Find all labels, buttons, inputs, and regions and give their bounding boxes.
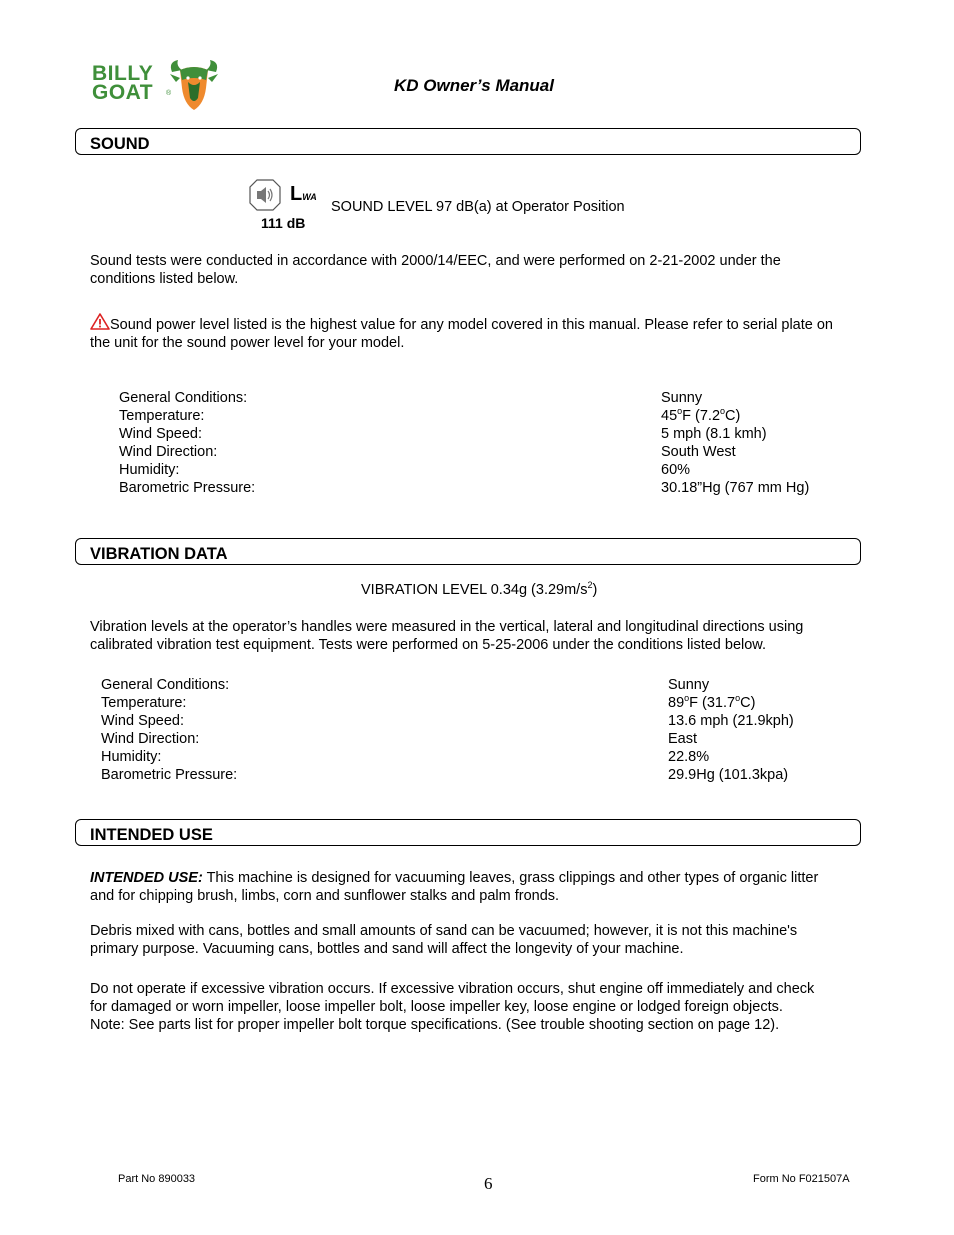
- sound-power-note-line-1: Sound power level listed is the highest value for any model covered in this manual. Please refer to serial plate on: [110, 317, 833, 333]
- lwa-subscript: WA: [302, 192, 317, 202]
- sound-condition-label: Barometric Pressure:: [119, 480, 256, 496]
- vibration-conditions-values: [668, 676, 794, 784]
- speaker-icon: [249, 179, 281, 211]
- vibration-condition-value: 29.9Hg (101.3kpa): [668, 767, 789, 783]
- sound-section-header: [75, 128, 861, 155]
- vibration-conditions-labels: [101, 676, 237, 784]
- sound-condition-value: 60%: [661, 462, 691, 478]
- logo-line-2: GOAT: [92, 81, 154, 104]
- vibration-warning-line-2: for damaged or worn impeller, loose impeller bolt, loose impeller key, loose engine or lodged foreign objects.: [90, 999, 783, 1015]
- vibration-line-2: calibrated vibration test equipment. Tests were performed on 5-25-2006 under the conditions listed below.: [90, 637, 766, 653]
- intended-use-paragraph-1: [90, 869, 890, 905]
- intended-use-heading: INTENDED USE: [90, 826, 213, 844]
- sound-condition-label: General Conditions:: [119, 390, 248, 406]
- document-title: KD Owner’s Manual: [394, 76, 554, 95]
- lwa-symbol: L: [290, 183, 303, 205]
- sound-condition-value: 45$^o$F (7.2$^o$C): [661, 406, 741, 424]
- sound-condition-value: 30.18”Hg (767 mm Hg): [661, 480, 810, 496]
- sound-test-paragraph: [90, 252, 890, 288]
- debris-line-2: primary purpose. Vacuuming cans, bottles and sand will affect the longevity of your machine.: [90, 941, 684, 957]
- intended-use-paragraph-2: [90, 922, 890, 958]
- sound-condition-label: Temperature:: [119, 408, 205, 424]
- sound-power-note-line-2: the unit for the sound power level for your model.: [90, 335, 405, 351]
- sound-conditions-values: [661, 389, 809, 497]
- vibration-condition-label: Humidity:: [101, 749, 162, 765]
- vibration-condition-value: Sunny: [668, 677, 710, 693]
- goat-head-icon: [168, 58, 220, 112]
- vibration-condition-value: 89$^o$F (31.7$^o$C): [668, 693, 756, 711]
- vibration-line-1: Vibration levels at the operator’s handles were measured in the vertical, lateral and longitudinal directions using: [90, 619, 804, 635]
- intended-use-line-2: and for chipping brush, limbs, corn and sunflower stalks and palm fronds.: [90, 888, 560, 904]
- vibration-condition-value: 13.6 mph (21.9kph): [668, 713, 794, 729]
- vibration-condition-value: East: [668, 731, 698, 747]
- sound-condition-label: Wind Direction:: [119, 444, 218, 460]
- intended-use-lead: INTENDED USE:: [90, 870, 203, 886]
- debris-line-1: Debris mixed with cans, bottles and small amounts of sand can be vacuumed; however, it is not this machine's: [90, 923, 798, 939]
- billy-goat-logo: [92, 58, 220, 114]
- intended-use-paragraph-3: [90, 980, 890, 1034]
- sound-power-note: [90, 313, 890, 352]
- vibration-paragraph: [90, 618, 890, 654]
- vibration-condition-value: 22.8%: [668, 749, 710, 765]
- vibration-condition-label: Wind Speed:: [101, 713, 185, 729]
- vibration-condition-label: Barometric Pressure:: [101, 767, 238, 783]
- sound-level-text: SOUND LEVEL 97 dB(a) at Operator Position: [331, 199, 625, 215]
- vibration-heading: VIBRATION DATA: [90, 545, 228, 563]
- vibration-level-text: VIBRATION LEVEL 0.34g $(3.29m/s^2)$: [361, 580, 598, 598]
- sound-condition-label: Humidity:: [119, 462, 180, 478]
- vibration-condition-label: General Conditions:: [101, 677, 230, 693]
- logo-line-1: BILLY: [92, 62, 154, 85]
- sound-conditions-labels: [119, 389, 255, 497]
- vibration-condition-label: Wind Direction:: [101, 731, 200, 747]
- sound-condition-value: Sunny: [661, 390, 703, 406]
- form-number: Form No F021507A: [753, 1173, 850, 1185]
- vibration-condition-label: Temperature:: [101, 695, 187, 711]
- intended-use-line-1: This machine is designed for vacuuming leaves, grass clippings and other types of organic litter: [202, 870, 819, 886]
- logo-registered: ®: [166, 90, 172, 97]
- vibration-warning-line-1: Do not operate if excessive vibration occurs. If excessive vibration occurs, shut engine off immediately and check: [90, 981, 815, 997]
- page-number: 6: [484, 1174, 493, 1193]
- sound-test-line-1: Sound tests were conducted in accordance with 2000/14/EEC, and were performed on 2-21-2002 under the: [90, 253, 781, 269]
- lwa-value: 111 dB: [261, 215, 306, 231]
- sound-condition-value: South West: [661, 444, 736, 460]
- sound-test-line-2: conditions listed below.: [90, 271, 239, 287]
- sound-power-label: [249, 179, 321, 231]
- sound-condition-label: Wind Speed:: [119, 426, 203, 442]
- vibration-warning-line-3: Note: See parts list for proper impeller bolt torque specifications. (See trouble shooting section on page 12).: [90, 1017, 780, 1033]
- intended-use-section-header: [75, 819, 861, 846]
- sound-condition-value: 5 mph (8.1 kmh): [661, 426, 767, 442]
- vibration-section-header: [75, 538, 861, 565]
- part-number: Part No 890033: [118, 1173, 196, 1185]
- warning-icon: [90, 313, 110, 330]
- sound-heading: SOUND: [90, 135, 150, 153]
